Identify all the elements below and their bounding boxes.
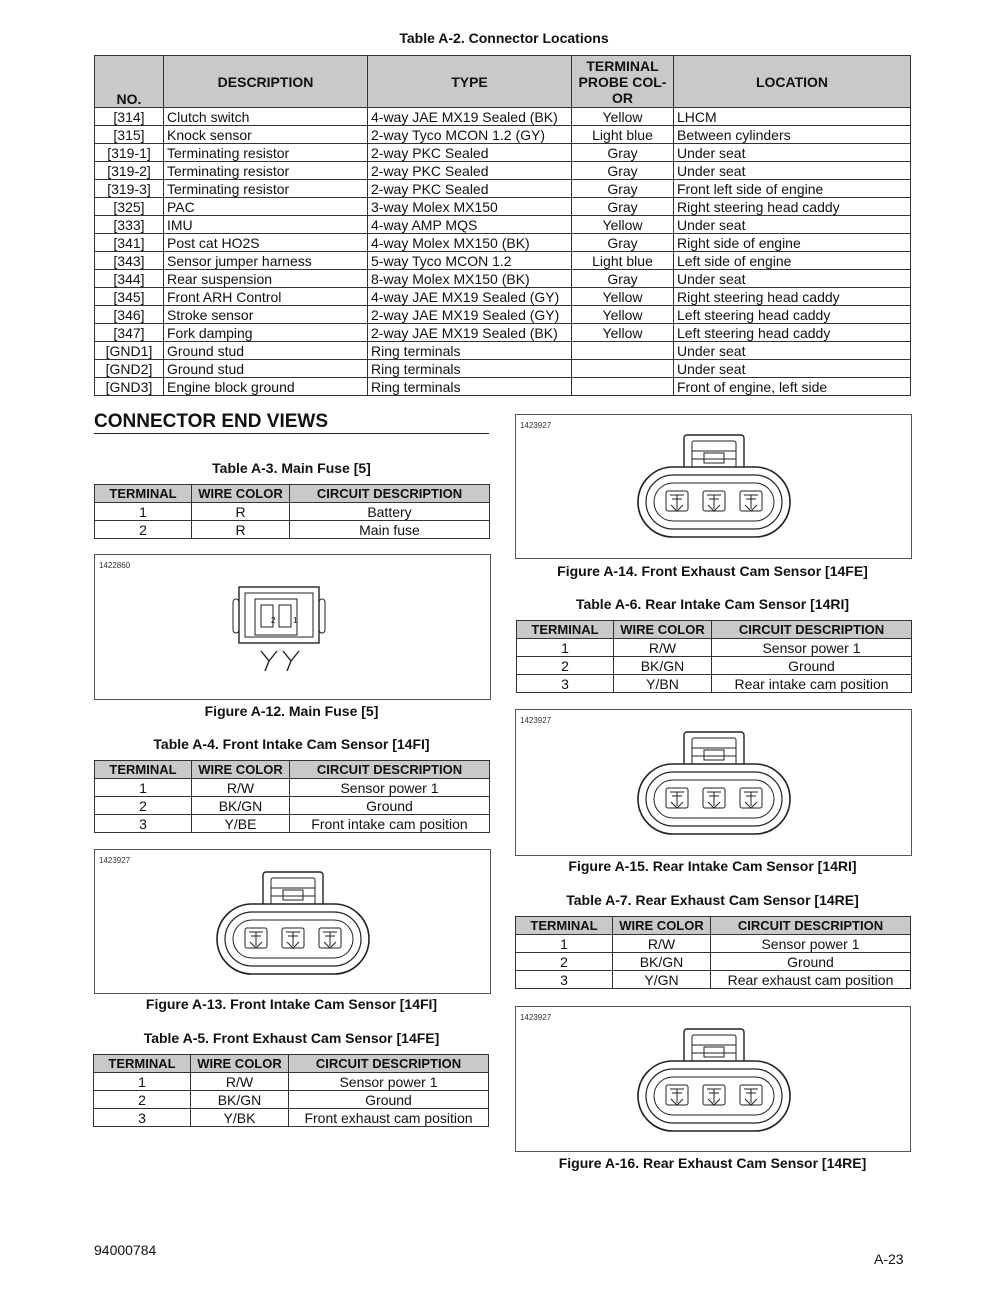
table-row bbox=[516, 953, 911, 971]
table-row bbox=[95, 108, 911, 126]
table-row bbox=[95, 180, 911, 198]
header-terminal: TERMINAL bbox=[94, 1055, 191, 1073]
cell-terminal: 3 bbox=[516, 971, 613, 989]
table-row bbox=[94, 1073, 489, 1091]
cell-circuit-description: Front intake cam position bbox=[290, 815, 490, 833]
cell-no: [319-3] bbox=[95, 180, 164, 198]
cell-no: [314] bbox=[95, 108, 164, 126]
header-terminal: TERMINAL bbox=[517, 621, 614, 639]
cell-description: Terminating resistor bbox=[164, 180, 368, 198]
figure-a14-caption: Figure A-14. Front Exhaust Cam Sensor [14FE] bbox=[557, 563, 868, 579]
header-description: DESCRIPTION bbox=[164, 56, 368, 108]
cell-terminal: 2 bbox=[95, 521, 192, 539]
cell-no: [341] bbox=[95, 234, 164, 252]
figure-a12-box bbox=[94, 554, 491, 700]
cell-circuit-description: Ground bbox=[712, 657, 912, 675]
figure-a14-number: 1423927 bbox=[520, 421, 552, 430]
header-terminal-probe-color: TERMINAL PROBE COL- OR bbox=[572, 56, 674, 108]
cell-terminal: 2 bbox=[516, 953, 613, 971]
cell-type: Ring terminals bbox=[368, 360, 572, 378]
header-circuit-description: CIRCUIT DESCRIPTION bbox=[290, 485, 490, 503]
header-terminal: TERMINAL bbox=[95, 485, 192, 503]
cell-location: Under seat bbox=[674, 162, 911, 180]
pin-label-2: 2 bbox=[271, 616, 276, 625]
cell-probe-color: Gray bbox=[572, 198, 674, 216]
header-type: TYPE bbox=[368, 56, 572, 108]
cell-probe-color: Light blue bbox=[572, 126, 674, 144]
header-circuit-description: CIRCUIT DESCRIPTION bbox=[711, 917, 911, 935]
header-wire-color: WIRE COLOR bbox=[191, 1055, 289, 1073]
rear-intake-table bbox=[516, 620, 912, 693]
rear-exhaust-table bbox=[515, 916, 911, 989]
cell-type: 2-way PKC Sealed bbox=[368, 162, 572, 180]
cell-no: [GND2] bbox=[95, 360, 164, 378]
cell-wire-color: BK/GN bbox=[192, 797, 290, 815]
cell-probe-color: Gray bbox=[572, 162, 674, 180]
cell-location: Front of engine, left side bbox=[674, 378, 911, 396]
cell-description: Stroke sensor bbox=[164, 306, 368, 324]
rear-intake-connector-icon bbox=[634, 730, 794, 838]
table-a3-caption: Table A-3. Main Fuse [5] bbox=[212, 460, 371, 476]
front-exhaust-table bbox=[93, 1054, 489, 1127]
cell-description: Front ARH Control bbox=[164, 288, 368, 306]
cell-description: Ground stud bbox=[164, 360, 368, 378]
cell-wire-color: R/W bbox=[613, 935, 711, 953]
table-row bbox=[516, 935, 911, 953]
cell-probe-color: Yellow bbox=[572, 288, 674, 306]
header-circuit-description: CIRCUIT DESCRIPTION bbox=[290, 761, 490, 779]
cell-terminal: 3 bbox=[94, 1109, 191, 1127]
figure-a14-box bbox=[515, 414, 912, 559]
table-row bbox=[516, 971, 911, 989]
cell-type: 3-way Molex MX150 bbox=[368, 198, 572, 216]
cell-no: [GND3] bbox=[95, 378, 164, 396]
cell-circuit-description: Front exhaust cam position bbox=[289, 1109, 489, 1127]
header-no: NO. bbox=[95, 56, 164, 108]
table-row bbox=[95, 216, 911, 234]
table-row bbox=[517, 675, 912, 693]
connector-locations-body bbox=[95, 108, 911, 396]
cell-type: 2-way Tyco MCON 1.2 (GY) bbox=[368, 126, 572, 144]
header-wire-color: WIRE COLOR bbox=[613, 917, 711, 935]
cell-terminal: 2 bbox=[517, 657, 614, 675]
cell-no: [344] bbox=[95, 270, 164, 288]
cell-wire-color: BK/GN bbox=[191, 1091, 289, 1109]
table-row bbox=[95, 288, 911, 306]
cell-type: 2-way PKC Sealed bbox=[368, 144, 572, 162]
cell-wire-color: Y/GN bbox=[613, 971, 711, 989]
table-row bbox=[95, 521, 490, 539]
cell-circuit-description: Rear exhaust cam position bbox=[711, 971, 911, 989]
cell-circuit-description: Sensor power 1 bbox=[711, 935, 911, 953]
cell-terminal: 2 bbox=[95, 797, 192, 815]
cell-type: 4-way JAE MX19 Sealed (GY) bbox=[368, 288, 572, 306]
cell-terminal: 2 bbox=[94, 1091, 191, 1109]
header-circuit-description: CIRCUIT DESCRIPTION bbox=[712, 621, 912, 639]
table-row bbox=[95, 126, 911, 144]
cell-no: [347] bbox=[95, 324, 164, 342]
document-number: 94000784 bbox=[94, 1242, 157, 1258]
cell-no: [319-2] bbox=[95, 162, 164, 180]
cell-no: [325] bbox=[95, 198, 164, 216]
table-row bbox=[95, 324, 911, 342]
cell-wire-color: Y/BK bbox=[191, 1109, 289, 1127]
cell-type: 2-way JAE MX19 Sealed (GY) bbox=[368, 306, 572, 324]
cell-location: Left side of engine bbox=[674, 252, 911, 270]
section-title: CONNECTOR END VIEWS bbox=[94, 411, 489, 434]
cell-circuit-description: Sensor power 1 bbox=[712, 639, 912, 657]
main-fuse-table bbox=[94, 484, 490, 539]
cell-circuit-description: Sensor power 1 bbox=[290, 779, 490, 797]
cell-type: 2-way JAE MX19 Sealed (BK) bbox=[368, 324, 572, 342]
cell-probe-color bbox=[572, 342, 674, 360]
header-circuit-description: CIRCUIT DESCRIPTION bbox=[289, 1055, 489, 1073]
cell-no: [343] bbox=[95, 252, 164, 270]
cell-wire-color: BK/GN bbox=[613, 953, 711, 971]
cell-no: [315] bbox=[95, 126, 164, 144]
figure-a12-number: 1422860 bbox=[99, 561, 131, 570]
cell-circuit-description: Ground bbox=[289, 1091, 489, 1109]
front-intake-connector-icon bbox=[213, 870, 373, 978]
cell-probe-color: Gray bbox=[572, 234, 674, 252]
table-a2-caption: Table A-2. Connector Locations bbox=[399, 30, 609, 46]
cell-probe-color: Light blue bbox=[572, 252, 674, 270]
cell-description: Sensor jumper harness bbox=[164, 252, 368, 270]
figure-a13-box bbox=[94, 849, 491, 994]
cell-no: [346] bbox=[95, 306, 164, 324]
cell-description: Terminating resistor bbox=[164, 144, 368, 162]
cell-probe-color: Gray bbox=[572, 270, 674, 288]
table-row bbox=[95, 503, 490, 521]
table-row bbox=[95, 252, 911, 270]
cell-terminal: 1 bbox=[516, 935, 613, 953]
cell-type: 2-way PKC Sealed bbox=[368, 180, 572, 198]
cell-type: Ring terminals bbox=[368, 378, 572, 396]
pin-label-1: 1 bbox=[293, 616, 298, 625]
cell-location: Between cylinders bbox=[674, 126, 911, 144]
cell-description: Fork damping bbox=[164, 324, 368, 342]
cell-probe-color: Yellow bbox=[572, 216, 674, 234]
cell-description: Knock sensor bbox=[164, 126, 368, 144]
cell-description: Clutch switch bbox=[164, 108, 368, 126]
table-row bbox=[95, 378, 911, 396]
table-row bbox=[517, 639, 912, 657]
cell-wire-color: R/W bbox=[191, 1073, 289, 1091]
cell-terminal: 1 bbox=[95, 503, 192, 521]
cell-terminal: 1 bbox=[94, 1073, 191, 1091]
cell-location: Right steering head caddy bbox=[674, 288, 911, 306]
cell-wire-color: BK/GN bbox=[614, 657, 712, 675]
cell-terminal: 1 bbox=[517, 639, 614, 657]
figure-a15-caption: Figure A-15. Rear Intake Cam Sensor [14RI] bbox=[568, 858, 857, 874]
rear-exhaust-connector-icon bbox=[634, 1027, 794, 1135]
cell-circuit-description: Ground bbox=[711, 953, 911, 971]
cell-location: Under seat bbox=[674, 270, 911, 288]
table-row bbox=[95, 797, 490, 815]
table-row bbox=[94, 1091, 489, 1109]
table-a7-caption: Table A-7. Rear Exhaust Cam Sensor [14RE] bbox=[566, 892, 859, 908]
cell-probe-color bbox=[572, 360, 674, 378]
page-number: A-23 bbox=[874, 1251, 904, 1267]
table-row bbox=[94, 1109, 489, 1127]
cell-description: Rear suspension bbox=[164, 270, 368, 288]
table-row bbox=[95, 360, 911, 378]
cell-wire-color: R bbox=[192, 521, 290, 539]
figure-a16-number: 1423927 bbox=[520, 1013, 552, 1022]
table-row bbox=[95, 234, 911, 252]
cell-probe-color: Yellow bbox=[572, 108, 674, 126]
figure-a15-box bbox=[515, 709, 912, 856]
table-row bbox=[95, 270, 911, 288]
cell-description: PAC bbox=[164, 198, 368, 216]
table-row bbox=[95, 815, 490, 833]
table-a5-caption: Table A-5. Front Exhaust Cam Sensor [14FE] bbox=[143, 1030, 440, 1046]
front-intake-table bbox=[94, 760, 490, 833]
cell-type: 4-way Molex MX150 (BK) bbox=[368, 234, 572, 252]
cell-type: 8-way Molex MX150 (BK) bbox=[368, 270, 572, 288]
figure-a15-number: 1423927 bbox=[520, 716, 552, 725]
main-fuse-connector-icon bbox=[225, 581, 345, 681]
cell-location: Under seat bbox=[674, 144, 911, 162]
cell-location: LHCM bbox=[674, 108, 911, 126]
front-exhaust-connector-icon bbox=[634, 433, 794, 541]
cell-type: 4-way JAE MX19 Sealed (BK) bbox=[368, 108, 572, 126]
table-row bbox=[95, 342, 911, 360]
header-wire-color: WIRE COLOR bbox=[192, 761, 290, 779]
cell-no: [345] bbox=[95, 288, 164, 306]
cell-type: Ring terminals bbox=[368, 342, 572, 360]
table-a6-caption: Table A-6. Rear Intake Cam Sensor [14RI] bbox=[575, 596, 850, 612]
cell-circuit-description: Sensor power 1 bbox=[289, 1073, 489, 1091]
table-row bbox=[95, 144, 911, 162]
figure-a13-caption: Figure A-13. Front Intake Cam Sensor [14FI] bbox=[145, 996, 438, 1012]
cell-probe-color: Yellow bbox=[572, 324, 674, 342]
cell-wire-color: Y/BE bbox=[192, 815, 290, 833]
cell-no: [333] bbox=[95, 216, 164, 234]
cell-location: Under seat bbox=[674, 216, 911, 234]
cell-description: Post cat HO2S bbox=[164, 234, 368, 252]
cell-no: [GND1] bbox=[95, 342, 164, 360]
figure-a13-number: 1423927 bbox=[99, 856, 131, 865]
table-row bbox=[95, 162, 911, 180]
cell-description: Ground stud bbox=[164, 342, 368, 360]
cell-description: Terminating resistor bbox=[164, 162, 368, 180]
cell-description: IMU bbox=[164, 216, 368, 234]
figure-a16-box bbox=[515, 1006, 911, 1152]
cell-wire-color: R bbox=[192, 503, 290, 521]
cell-circuit-description: Main fuse bbox=[290, 521, 490, 539]
cell-no: [319-1] bbox=[95, 144, 164, 162]
cell-circuit-description: Battery bbox=[290, 503, 490, 521]
cell-probe-color: Gray bbox=[572, 180, 674, 198]
cell-location: Under seat bbox=[674, 342, 911, 360]
cell-wire-color: Y/BN bbox=[614, 675, 712, 693]
cell-terminal: 3 bbox=[95, 815, 192, 833]
table-a4-caption: Table A-4. Front Intake Cam Sensor [14FI] bbox=[153, 736, 430, 752]
cell-location: Left steering head caddy bbox=[674, 324, 911, 342]
cell-circuit-description: Rear intake cam position bbox=[712, 675, 912, 693]
cell-type: 4-way AMP MQS bbox=[368, 216, 572, 234]
header-terminal: TERMINAL bbox=[516, 917, 613, 935]
header-location: LOCATION bbox=[674, 56, 911, 108]
figure-a12-caption: Figure A-12. Main Fuse [5] bbox=[204, 703, 379, 719]
header-wire-color: WIRE COLOR bbox=[192, 485, 290, 503]
cell-location: Left steering head caddy bbox=[674, 306, 911, 324]
header-wire-color: WIRE COLOR bbox=[614, 621, 712, 639]
table-row bbox=[95, 306, 911, 324]
cell-location: Right side of engine bbox=[674, 234, 911, 252]
table-row bbox=[95, 198, 911, 216]
cell-location: Under seat bbox=[674, 360, 911, 378]
cell-probe-color: Gray bbox=[572, 144, 674, 162]
cell-description: Engine block ground bbox=[164, 378, 368, 396]
cell-circuit-description: Ground bbox=[290, 797, 490, 815]
cell-terminal: 1 bbox=[95, 779, 192, 797]
cell-wire-color: R/W bbox=[192, 779, 290, 797]
table-row bbox=[95, 779, 490, 797]
cell-location: Front left side of engine bbox=[674, 180, 911, 198]
cell-location: Right steering head caddy bbox=[674, 198, 911, 216]
cell-terminal: 3 bbox=[517, 675, 614, 693]
table-row bbox=[517, 657, 912, 675]
cell-type: 5-way Tyco MCON 1.2 bbox=[368, 252, 572, 270]
connector-locations-table bbox=[94, 55, 911, 396]
figure-a16-caption: Figure A-16. Rear Exhaust Cam Sensor [14RE] bbox=[558, 1155, 867, 1171]
cell-wire-color: R/W bbox=[614, 639, 712, 657]
header-terminal: TERMINAL bbox=[95, 761, 192, 779]
cell-probe-color: Yellow bbox=[572, 306, 674, 324]
cell-probe-color bbox=[572, 378, 674, 396]
